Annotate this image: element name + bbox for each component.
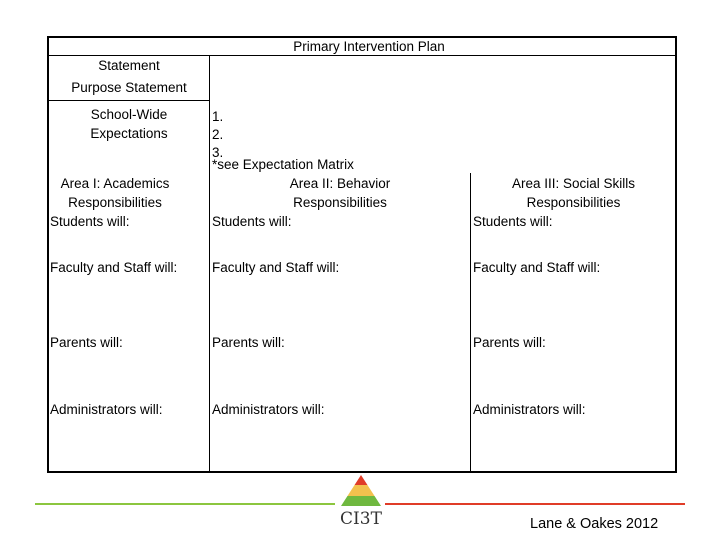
area-3-title: Area III: Social Skills [511, 176, 636, 191]
primary-intervention-plan-table [47, 36, 677, 473]
area-3-responsibilities: Responsibilities [526, 195, 621, 210]
parents-area-2: Parents will: [212, 335, 285, 350]
ci3t-logo [338, 472, 384, 532]
triangle-icon [338, 472, 384, 507]
footer-divider-right [385, 503, 685, 505]
faculty-staff-area-1: Faculty and Staff will: [50, 260, 178, 275]
footer-credit: Lane & Oakes 2012 [530, 516, 659, 532]
plan-title: Primary Intervention Plan [293, 39, 445, 54]
faculty-staff-area-3: Faculty and Staff will: [473, 260, 601, 275]
parents-area-3: Parents will: [473, 335, 546, 350]
row-divider [49, 100, 209, 101]
expectation-item: 3. [212, 145, 224, 160]
purpose-statement-label: Purpose Statement [71, 80, 187, 95]
expectation-item: 1. [212, 109, 224, 124]
area-1-students: Students will: [50, 214, 130, 229]
area-2-title: Area II: Behavior [289, 176, 391, 191]
column-divider [209, 55, 210, 473]
administrators-area-2: Administrators will: [212, 402, 325, 417]
expectation-item: 2. [212, 127, 224, 142]
administrators-area-1: Administrators will: [50, 402, 163, 417]
school-wide-label: School-Wide [90, 107, 168, 122]
column-divider [470, 173, 471, 473]
area-2-responsibilities: Responsibilities [293, 195, 387, 210]
administrators-area-3: Administrators will: [473, 402, 586, 417]
area-1-responsibilities: Responsibilities [68, 195, 162, 210]
area-2-students: Students will: [212, 214, 292, 229]
area-3-students: Students will: [473, 214, 553, 229]
statement-label: Statement [98, 58, 160, 73]
expectation-matrix-note: *see Expectation Matrix [212, 157, 354, 172]
expectations-label: Expectations [90, 126, 168, 141]
faculty-staff-area-2: Faculty and Staff will: [212, 260, 340, 275]
footer-divider-left [35, 503, 335, 505]
logo-wordmark: CI3T [340, 509, 382, 529]
parents-area-1: Parents will: [50, 335, 123, 350]
area-1-title: Area I: Academics [60, 176, 170, 191]
